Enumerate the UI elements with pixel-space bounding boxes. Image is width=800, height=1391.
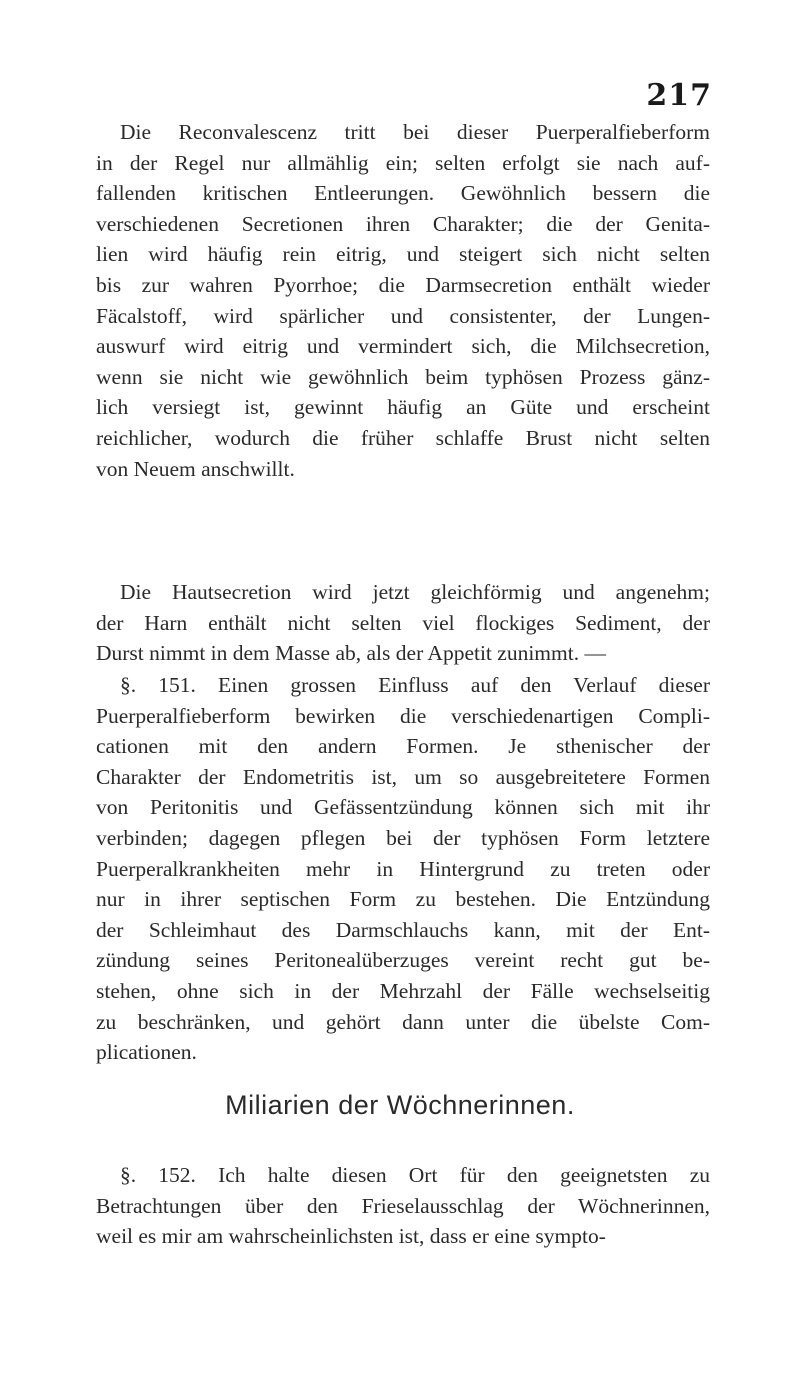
text-line: nur in ihrer septischen Form zu bestehen. Die Entzündung	[96, 887, 710, 912]
text-line: auswurf wird eitrig und vermindert sich, die Milchsecretion,	[96, 334, 710, 359]
text-line: bis zur wahren Pyorrhoe; die Darmsecretion enthält wieder	[96, 272, 710, 297]
text-line: der Harn enthält nicht selten viel flockiges Sediment, der	[96, 610, 710, 635]
text-line: verschiedenen Secretionen ihren Charakter; die der Genita-	[96, 211, 710, 236]
text-line: §. 151. Einen grossen Einfluss auf den Verlauf dieser	[120, 673, 710, 697]
text-line: cationen mit den andern Formen. Je sthenischer der	[96, 734, 710, 759]
paragraph-section-152	[96, 1160, 710, 1252]
text-line: Die Hautsecretion wird jetzt gleichförmig und angenehm;	[120, 580, 710, 604]
text-line: reichlicher, wodurch die früher schlaffe Brust nicht selten	[96, 425, 710, 450]
page-number: 217	[646, 78, 712, 113]
text-line: stehen, ohne sich in der Mehrzahl der Fälle wechselseitig	[96, 978, 710, 1003]
text-line: in der Regel nur allmählig ein; selten erfolgt sie nach auf-	[96, 150, 710, 175]
text-line: verbinden; dagegen pflegen bei der typhösen Form letztere	[96, 825, 710, 850]
text-line: von Peritonitis und Gefässentzündung können sich mit ihr	[96, 795, 710, 820]
section-heading: Miliarien der Wöchnerinnen.	[225, 1090, 575, 1120]
text-line: Charakter der Endometritis ist, um so ausgebreitetere Formen	[96, 764, 710, 789]
text-line: der Schleimhaut des Darmschlauchs kann, mit der Ent-	[96, 917, 710, 942]
text-line: Die Reconvalescenz tritt bei dieser Puerperalfieberform	[120, 120, 710, 144]
text-line: fallenden kritischen Entleerungen. Gewöhnlich bessern die	[96, 181, 710, 206]
text-line: Durst nimmt in dem Masse ab, als der Appetit zunimmt. —	[96, 641, 606, 666]
text-line: weil es mir am wahrscheinlichsten ist, dass er eine sympto-	[96, 1224, 606, 1249]
paragraph-secretions	[96, 577, 710, 669]
text-line: lich versiegt ist, gewinnt häufig an Güte und erscheint	[96, 395, 710, 420]
text-line: von Neuem anschwillt.	[96, 456, 295, 481]
text-line: Puerperalkrankheiten mehr in Hintergrund zu treten oder	[96, 856, 710, 881]
paragraph-reconvalescence	[96, 117, 710, 484]
text-line: plicationen.	[96, 1040, 197, 1065]
text-line: Puerperalfieberform bewirken die verschiedenartigen Compli-	[96, 703, 710, 728]
text-line: zu beschränken, und gehört dann unter die übelste Com-	[96, 1009, 710, 1034]
text-line: zündung seines Peritonealüberzuges vereint recht gut be-	[96, 948, 710, 973]
text-line: wenn sie nicht wie gewöhnlich beim typhösen Prozess gänz-	[96, 364, 710, 389]
paragraph-section-151	[96, 670, 710, 1068]
text-line: Betrachtungen über den Frieselausschlag der Wöchnerinnen,	[96, 1193, 710, 1218]
text-line: lien wird häufig rein eitrig, und steigert sich nicht selten	[96, 242, 710, 267]
text-line: §. 152. Ich halte diesen Ort für den geeignetsten zu	[120, 1163, 710, 1187]
text-line: Fäcalstoff, wird spärlicher und consistenter, der Lungen-	[96, 303, 710, 328]
